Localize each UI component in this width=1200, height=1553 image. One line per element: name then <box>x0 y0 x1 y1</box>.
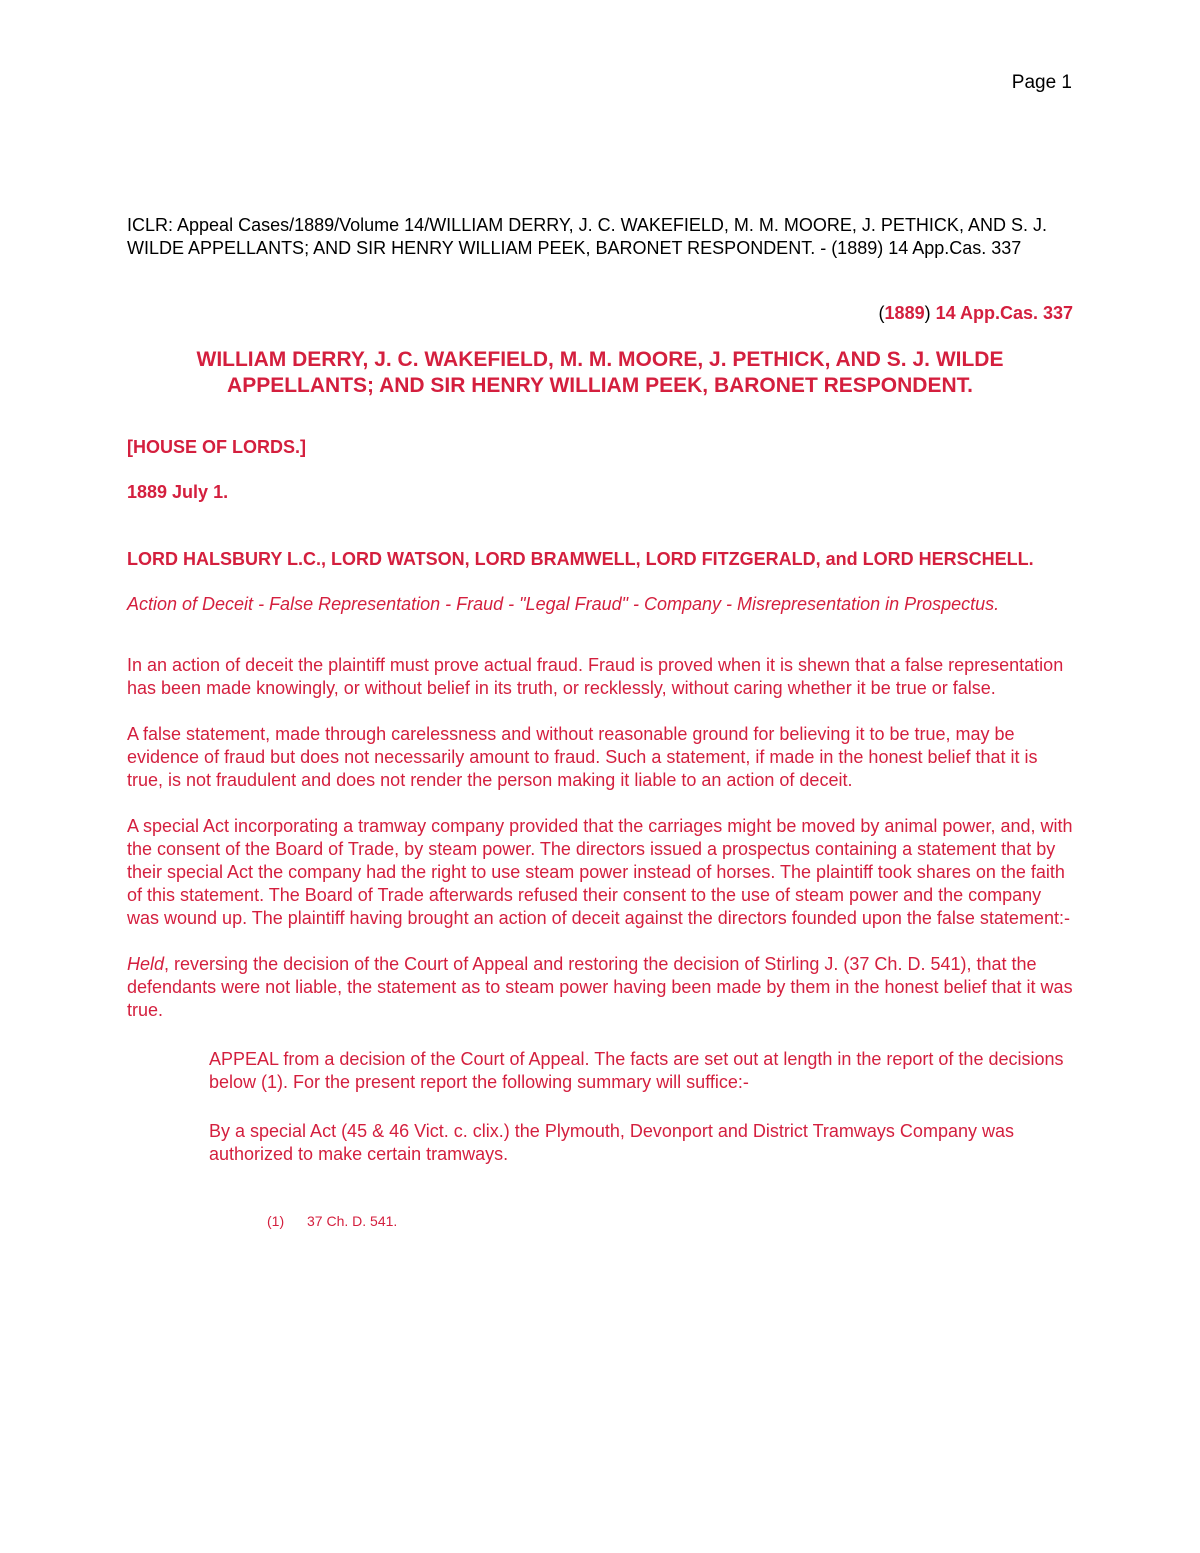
body-paragraph-1: APPEAL from a decision of the Court of Appeal. The facts are set out at length in the report of the decisions below (1). For the present report the following summary will suffice:- <box>209 1049 1064 1092</box>
citation-close-paren: ) <box>924 303 931 323</box>
footnote-text: 37 Ch. D. 541. <box>307 1213 398 1229</box>
headnote-paragraph-1: In an action of deceit the plaintiff must prove actual fraud. Fraud is proved when it is shewn that a false representation has been made knowingly, or without belief in its truth, or recklessly, without caring whether it be true or false. <box>127 655 1064 698</box>
citation-year: 1889 <box>884 303 925 323</box>
case-title: WILLIAM DERRY, J. C. WAKEFIELD, M. M. MOORE, J. PETHICK, AND S. J. WILDE APPELLANTS; AND SIR HENRY WILLIAM PEEK, BARONET RESPONDENT. <box>196 348 1004 397</box>
court-name: [HOUSE OF LORDS.] <box>127 437 306 457</box>
report-citation <box>127 302 1073 325</box>
citation-open-paren: ( <box>878 303 885 323</box>
held-text: , reversing the decision of the Court of Appeal and restoring the decision of Stirling J. (37 Ch. D. 541), that the defendants were not liable, the statement as to steam power having been made by them in the honest belief that it was true. <box>127 954 1073 1020</box>
judgment-date: 1889 July 1. <box>127 482 229 502</box>
citation-path: ICLR: Appeal Cases/1889/Volume 14/WILLIAM DERRY, J. C. WAKEFIELD, M. M. MOORE, J. PETHICK, AND S. J. WILDE APPELLANTS; AND SIR HENRY WILLIAM PEEK, BARONET RESPONDENT. - (1889) 14 App.Cas. 337 <box>127 215 1047 258</box>
catchwords: Action of Deceit - False Representation - Fraud - "Legal Fraud" - Company - Misrepresentation in Prospectus. <box>127 594 1000 614</box>
body-paragraph-2: By a special Act (45 & 46 Vict. c. clix.) the Plymouth, Devonport and District Tramways Company was authorized to make certain tramways. <box>209 1121 1014 1164</box>
headnote-held <box>127 953 1073 1022</box>
page-number: Page 1 <box>1011 72 1072 93</box>
citation-reference: 14 App.Cas. 337 <box>930 303 1073 323</box>
headnote-paragraph-2: A false statement, made through carelessness and without reasonable ground for believing it to be true, may be evidence of fraud but does not necessarily amount to fraud. Such a statement, if made in the honest belief that it is true, is not fraudulent and does not render the person making it liable to an action of deceit. <box>127 724 1038 790</box>
judges-list: LORD HALSBURY L.C., LORD WATSON, LORD BRAMWELL, LORD FITZGERALD, and LORD HERSCHELL. <box>127 549 1034 569</box>
footnote-number: (1) <box>267 1213 285 1229</box>
headnote-paragraph-3: A special Act incorporating a tramway company provided that the carriages might be moved by animal power, and, with the consent of the Board of Trade, by steam power. The directors issued a prospectus containing a statement that by their special Act the company had the right to use steam power instead of horses. The plaintiff took shares on the faith of this statement. The Board of Trade afterwards refused their consent to the use of steam power and the company was wound up. The plaintiff having brought an action of deceit against the directors founded upon the false statement:- <box>127 816 1073 928</box>
document-body <box>127 214 1073 1233</box>
held-label: Held <box>127 954 165 974</box>
footnote <box>267 1210 1073 1233</box>
